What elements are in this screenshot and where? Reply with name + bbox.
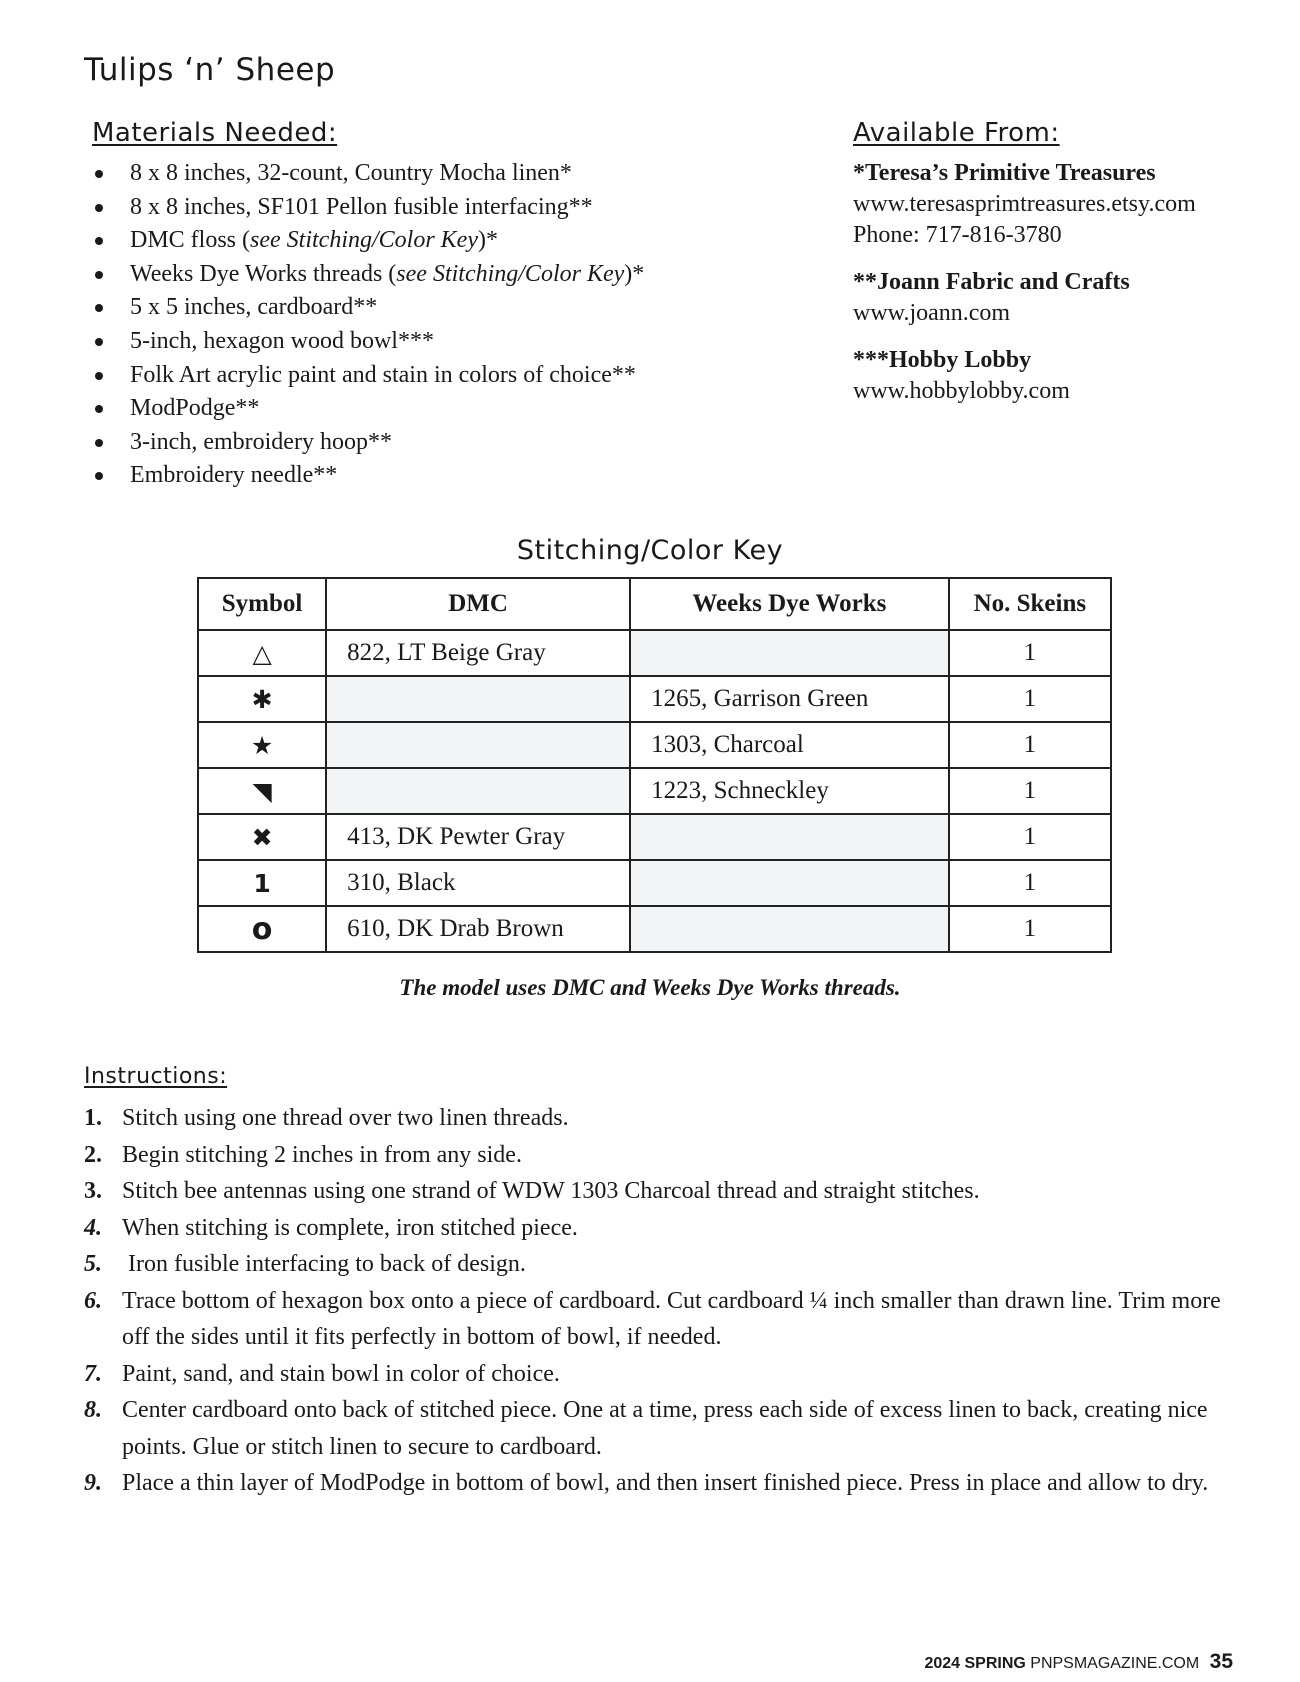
table-row	[198, 906, 1111, 952]
material-text: 8 x 8 inches, 32-count, Country Mocha linen*	[130, 160, 572, 186]
column-header-wdw: Weeks Dye Works	[630, 578, 949, 630]
step-number: 7.	[84, 1360, 102, 1387]
supplier-name: ***Hobby Lobby	[853, 347, 1032, 373]
materials-list	[92, 157, 812, 493]
list-item	[84, 1100, 1224, 1137]
skeins-cell: 1	[949, 768, 1111, 814]
list-item	[84, 1137, 1224, 1174]
dmc-cell	[326, 676, 630, 722]
instructions-list	[84, 1100, 1227, 1502]
dmc-cell: 610, DK Drab Brown	[326, 906, 630, 952]
material-italic-text: see Stitching/Color Key	[250, 227, 478, 254]
wdw-cell: 1303, Charcoal	[630, 722, 949, 768]
supplier-block	[853, 266, 1273, 329]
column-header-symbol: Symbol	[198, 578, 326, 630]
list-item	[84, 1465, 1224, 1502]
star-icon: ★	[198, 722, 326, 768]
step-number: 8.	[84, 1397, 102, 1423]
dmc-cell: 413, DK Pewter Gray	[326, 814, 630, 860]
list-item	[92, 392, 812, 426]
step-text: Trace bottom of hexagon box onto a piece of cardboard. Cut cardboard ¼ inch smaller than drawn line. Trim more off the sides until it fits perfectly in bottom of bowl, if needed.	[122, 1287, 1227, 1350]
skeins-cell: 1	[949, 860, 1111, 906]
corner-triangle-icon: ◥	[198, 768, 326, 814]
asterisk-icon: ✱	[198, 676, 326, 722]
material-text: Embroidery needle**	[130, 462, 338, 489]
material-text: 8 x 8 inches, SF101 Pellon fusible interfacing**	[130, 193, 593, 220]
step-text: Stitch bee antennas using one strand of WDW 1303 Charcoal thread and straight stitches.	[122, 1178, 980, 1204]
skeins-cell: 1	[949, 676, 1111, 722]
list-item	[84, 1392, 1224, 1465]
list-item	[92, 157, 812, 191]
number-one-icon: 1	[198, 860, 326, 906]
list-item	[92, 258, 812, 292]
color-key-caption: The model uses DMC and Weeks Dye Works threads.	[399, 975, 901, 1000]
table-row	[198, 630, 1111, 676]
list-item	[92, 291, 812, 325]
table-row	[198, 814, 1111, 860]
supplier-detail: www.joann.com	[853, 300, 1011, 326]
skeins-cell: 1	[949, 906, 1111, 952]
wdw-cell	[630, 860, 949, 906]
supplier-detail: Phone: 717-816-3780	[853, 222, 1062, 248]
list-item	[84, 1283, 1227, 1356]
list-item	[84, 1356, 1224, 1393]
list-item	[92, 191, 812, 225]
step-number: 5.	[84, 1251, 102, 1277]
step-text: Center cardboard onto back of stitched piece. One at a time, press each side of excess linen to back, creating nice points. Glue or stitch linen to secure to cardboard.	[122, 1397, 1214, 1460]
circle-outline-icon: o	[198, 906, 326, 952]
available-from-heading: Available From:	[853, 118, 1060, 148]
list-item	[84, 1173, 1224, 1210]
skeins-cell: 1	[949, 722, 1111, 768]
material-text: Folk Art acrylic paint and stain in colors of choice**	[130, 361, 636, 388]
supplier-name: *Teresa’s Primitive Treasures	[853, 160, 1156, 186]
instructions-heading: Instructions:	[84, 1064, 228, 1089]
table-header-row	[198, 578, 1111, 630]
supplier-detail: www.teresasprimtreasures.etsy.com	[853, 191, 1196, 217]
list-item	[92, 325, 812, 359]
step-text: Iron fusible interfacing to back of design.	[122, 1251, 526, 1277]
supplier-list	[853, 157, 1273, 422]
material-text: Weeks Dye Works threads (	[130, 260, 397, 287]
material-suffix-text: )*	[477, 227, 498, 254]
skeins-cell: 1	[949, 630, 1111, 676]
step-text: Paint, sand, and stain bowl in color of choice.	[122, 1360, 560, 1387]
material-text: ModPodge**	[130, 395, 260, 422]
triangle-outline-icon: △	[198, 630, 326, 676]
step-number: 3.	[84, 1178, 102, 1204]
dmc-cell: 310, Black	[326, 860, 630, 906]
step-number: 2.	[84, 1141, 102, 1168]
step-number: 6.	[84, 1287, 102, 1314]
supplier-block	[853, 157, 1273, 251]
material-text: 5 x 5 inches, cardboard**	[130, 294, 378, 321]
supplier-detail: www.hobbylobby.com	[853, 378, 1070, 404]
wdw-cell	[630, 906, 949, 952]
material-text: 3-inch, embroidery hoop**	[130, 428, 392, 455]
table-row	[198, 676, 1111, 722]
material-italic-text: see Stitching/Color Key	[396, 260, 625, 287]
list-item	[84, 1246, 1224, 1283]
list-item	[92, 459, 812, 493]
color-key-heading: Stitching/Color Key	[516, 535, 784, 566]
material-text: 5-inch, hexagon wood bowl***	[130, 327, 434, 354]
color-key-table	[197, 577, 1112, 953]
list-item	[84, 1210, 1224, 1247]
table-row	[198, 860, 1111, 906]
skeins-cell: 1	[949, 814, 1111, 860]
x-mark-icon: ✖	[198, 814, 326, 860]
supplier-name: **Joann Fabric and Crafts	[853, 269, 1130, 295]
column-header-dmc: DMC	[326, 578, 630, 630]
page-footer	[924, 1650, 1233, 1674]
table-row	[198, 768, 1111, 814]
wdw-cell	[630, 630, 949, 676]
material-text: DMC floss (	[130, 227, 251, 254]
dmc-cell: 822, LT Beige Gray	[326, 630, 630, 676]
footer-season: 2024 SPRING	[924, 1655, 1026, 1672]
supplier-block	[853, 344, 1273, 407]
material-suffix-text: )*	[624, 260, 645, 287]
footer-site: PNPSMAGAZINE.COM	[1030, 1655, 1200, 1672]
step-text: Begin stitching 2 inches in from any side.	[122, 1141, 522, 1168]
step-number: 4.	[84, 1214, 102, 1241]
step-text: Stitch using one thread over two linen threads.	[122, 1105, 569, 1131]
table-row	[198, 722, 1111, 768]
list-item	[92, 224, 812, 258]
wdw-cell: 1265, Garrison Green	[630, 676, 949, 722]
materials-heading: Materials Needed:	[92, 118, 338, 148]
list-item	[92, 359, 812, 393]
step-number: 9.	[84, 1470, 102, 1496]
step-text: When stitching is complete, iron stitched piece.	[122, 1214, 578, 1241]
column-header-skeins: No. Skeins	[949, 578, 1111, 630]
list-item	[92, 426, 812, 460]
wdw-cell	[630, 814, 949, 860]
page-title: Tulips ‘n’ Sheep	[84, 52, 336, 88]
step-text: Place a thin layer of ModPodge in bottom of bowl, and then insert finished piece. Press in place and allow to dry.	[122, 1470, 1209, 1496]
dmc-cell	[326, 768, 630, 814]
page-number: 35	[1209, 1650, 1233, 1673]
step-number: 1.	[84, 1105, 102, 1131]
wdw-cell: 1223, Schneckley	[630, 768, 949, 814]
dmc-cell	[326, 722, 630, 768]
